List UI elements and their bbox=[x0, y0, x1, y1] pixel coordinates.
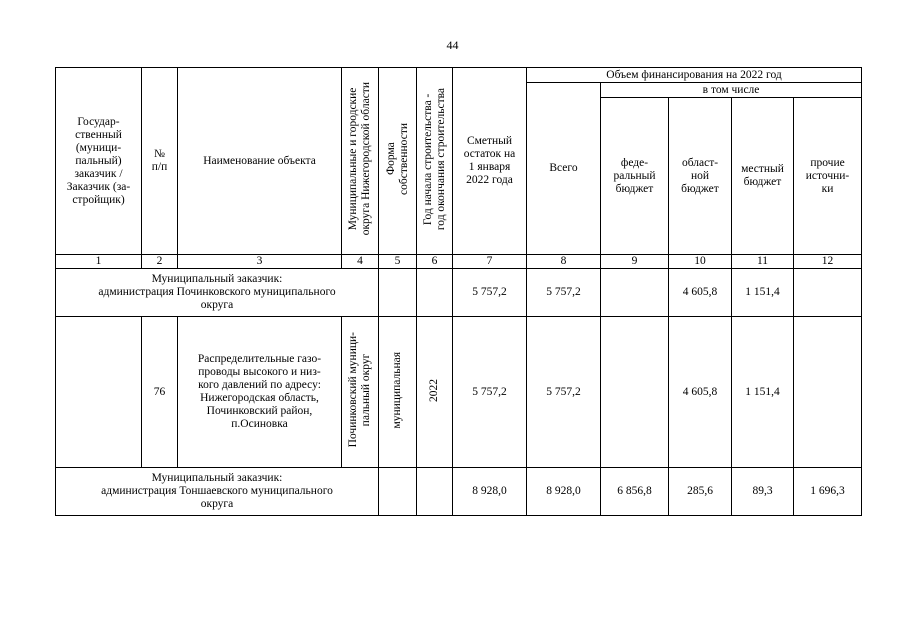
header-funding-volume: Объем финансирования на 2022 год bbox=[527, 68, 862, 83]
col-number: 4 bbox=[342, 255, 379, 269]
ownership-cell bbox=[379, 468, 417, 516]
local-cell: 1 151,4 bbox=[732, 317, 794, 468]
estimated-balance-cell: 8 928,0 bbox=[453, 468, 527, 516]
customer-cell bbox=[56, 317, 142, 468]
estimated-balance-cell: 5 757,2 bbox=[453, 317, 527, 468]
total-cell: 8 928,0 bbox=[527, 468, 601, 516]
federal-cell bbox=[601, 269, 669, 317]
total-cell: 5 757,2 bbox=[527, 317, 601, 468]
federal-cell: 6 856,8 bbox=[601, 468, 669, 516]
table-row bbox=[56, 317, 862, 468]
local-cell: 1 151,4 bbox=[732, 269, 794, 317]
header-no: № п/п bbox=[142, 68, 178, 255]
customer-cell: Муниципальный заказчик: администрация Починковского муниципального округа bbox=[56, 269, 379, 317]
col-number: 9 bbox=[601, 255, 669, 269]
header-other: прочие источни- ки bbox=[794, 98, 862, 255]
years-cell bbox=[417, 468, 453, 516]
header-local: местный бюджет bbox=[732, 98, 794, 255]
regional-cell: 4 605,8 bbox=[669, 317, 732, 468]
col-number: 5 bbox=[379, 255, 417, 269]
col-number: 7 bbox=[453, 255, 527, 269]
header-regional: област- ной бюджет bbox=[669, 98, 732, 255]
header-federal: феде- ральный бюджет bbox=[601, 98, 669, 255]
other-cell bbox=[794, 269, 862, 317]
col-number: 2 bbox=[142, 255, 178, 269]
table-row bbox=[56, 468, 862, 516]
col-number: 10 bbox=[669, 255, 732, 269]
header-object-name: Наименование объекта bbox=[178, 68, 342, 255]
years-cell: 2022 bbox=[417, 317, 453, 468]
federal-cell bbox=[601, 317, 669, 468]
col-number: 6 bbox=[417, 255, 453, 269]
header-ownership: Форма собственности bbox=[379, 68, 417, 255]
col-number: 12 bbox=[794, 255, 862, 269]
ownership-cell: муниципальная bbox=[379, 317, 417, 468]
estimated-balance-cell: 5 757,2 bbox=[453, 269, 527, 317]
col-number: 3 bbox=[178, 255, 342, 269]
header-years: Год начала строительства - год окончания строительства bbox=[417, 68, 453, 255]
header-customer: Государ- ственный (муници- пальный) заказчик / Заказчик (за- стройщик) bbox=[56, 68, 142, 255]
other-cell bbox=[794, 317, 862, 468]
regional-cell: 285,6 bbox=[669, 468, 732, 516]
col-number: 11 bbox=[732, 255, 794, 269]
years-cell bbox=[417, 269, 453, 317]
other-cell: 1 696,3 bbox=[794, 468, 862, 516]
page-number: 44 bbox=[446, 38, 459, 52]
header-including: в том числе bbox=[601, 83, 862, 98]
financing-table bbox=[55, 67, 862, 516]
regional-cell: 4 605,8 bbox=[669, 269, 732, 317]
object-name-cell: Распределительные газо- проводы высокого и низ- кого давлений по адресу: Нижегородская область, Починковский район, п.Осиновка bbox=[178, 317, 342, 468]
col-number: 8 bbox=[527, 255, 601, 269]
table-row bbox=[56, 269, 862, 317]
local-cell: 89,3 bbox=[732, 468, 794, 516]
header-estimated-balance: Сметный остаток на 1 января 2022 года bbox=[453, 68, 527, 255]
total-cell: 5 757,2 bbox=[527, 269, 601, 317]
no-cell: 76 bbox=[142, 317, 178, 468]
header-districts: Муниципальные и городские округа Нижегородской области bbox=[342, 68, 379, 255]
header-total: Всего bbox=[527, 83, 601, 255]
ownership-cell bbox=[379, 269, 417, 317]
col-number: 1 bbox=[56, 255, 142, 269]
district-cell: Починковский муници- пальный округ bbox=[342, 317, 379, 468]
customer-cell: Муниципальный заказчик: администрация Тоншаевского муниципального округа bbox=[56, 468, 379, 516]
